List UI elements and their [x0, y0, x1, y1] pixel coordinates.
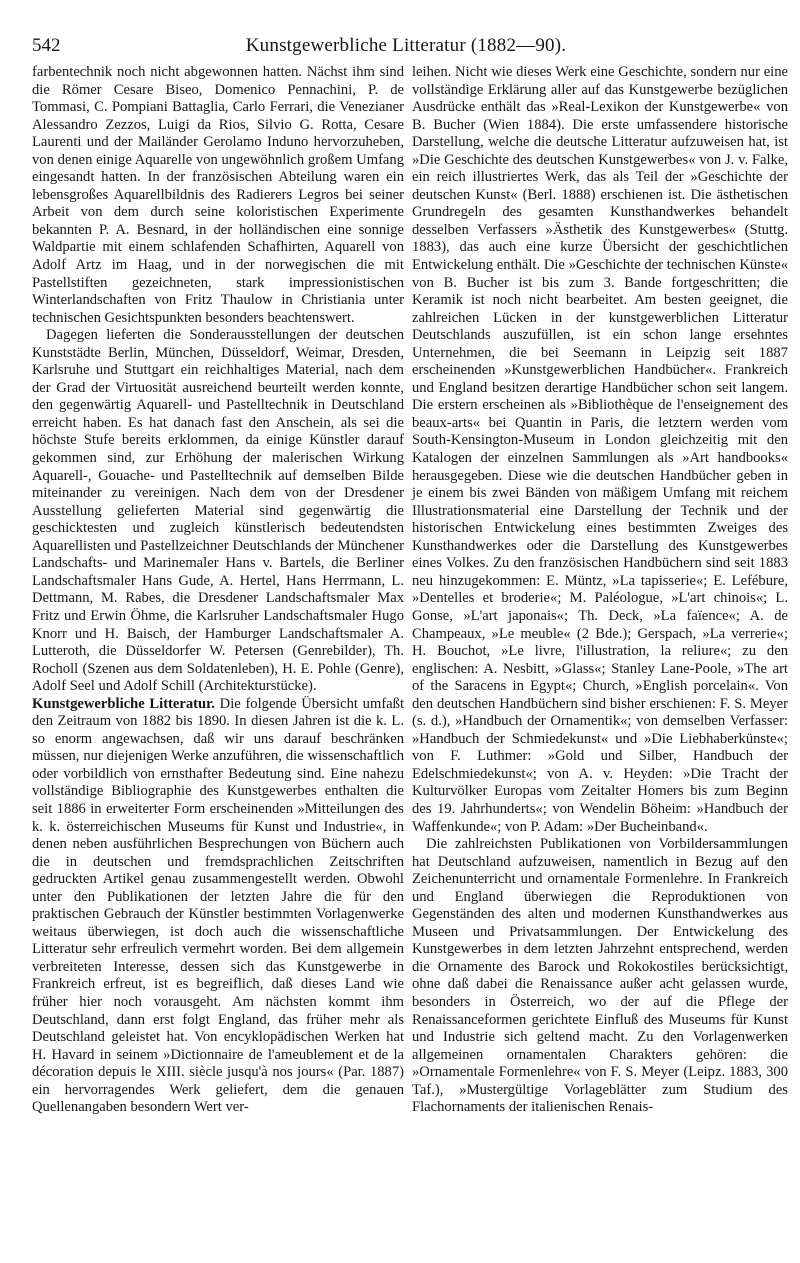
paragraph: Dagegen lieferten die Sonderausstellungen der deutschen Kunststädte Berlin, München, Düsseldorf, Weimar, Dresden, Karlsruhe und Stuttgart ein reichhaltiges Material, nach dem der Grad der Virtuosität ausreichend beurteilt werden konnte, den gegenwärtig Aquarell- und Pastelltechnik in Deutschland erreicht haben. Es hat danach fast den Anschein, als sei die höchste Stufe bereits erklommen, da einige Künstler darauf gekommen sind, zur Erhöhung der malerischen Wirkung Aquarell-, Gouache- und Pastelltechnik auf demselben Bilde miteinander zu vereinigen. Nach dem von der Dresdener Ausstellung gelieferten Material sind gegenwärtig die geschicktesten und zugleich künstlerisch bedeutendsten Aquarellisten und Pastellzeichner Deutschlands der Münchener Landschafts- und Marinemaler Hans v. Bartels, die Berliner Landschaftsmaler Hans Gude, A. Hertel, Hans Herrmann, L. Dettmann, M. Rabes, die Dresdener Landschaftsmaler Max Fritz und Erwin Öhme, die Karlsruher Landschaftsmaler Hugo Knorr und H. Baisch, der Hamburger Landschaftsmaler A. Lutteroth, die Düsseldorfer W. Petersen (Genrebilder), Th. Rocholl (Szenen aus dem Soldatenleben), H. E. Pohle (Genre), Adolf Seel und Adolf Schill (Architekturstücke). — [32, 327, 404, 695]
left-column — [32, 64, 404, 1117]
paragraph: farbentechnik noch nicht abgewonnen hatten. Nächst ihm sind die Römer Cesare Biseo, Domenico Pennachini, P. de Tommasi, C. Pompiani Battaglia, Carlo Ferrari, die Venezianer Alessandro Zezzos, Luigi da Rios, Silvio G. Rotta, Cesare Laurenti und der Mailänder Gerolamo Induno hervorzuheben, von denen einige Aquarelle von ungewöhnlich großem Umfang eingesandt hatten. In der französischen Abteilung waren ein lebensgroßes Aquarellbildnis des Radierers Legros bei seiner Arbeit von dem durch seine koloristischen Experimente bekannten P. A. Besnard, in der holländischen eine sonnige Waldpartie mit einem schlafenden Schafhirten, Aquarell von Adolf Artz im Haag, und in der norwegischen die mit Pastellstiften gezeichneten, stark impressionistischen Winterlandschaften von Fritz Thaulow in Christiania unter technischen Gesichtspunkten besonders beachtenswert. — [32, 64, 404, 326]
paragraph-with-heading — [32, 696, 404, 1117]
paragraph-text: Die folgende Übersicht umfaßt den Zeitraum von 1882 bis 1890. In diesen Jahren ist die k. L. so enorm angewachsen, daß wir uns darauf beschränken müssen, nur diejenigen Werke anzuführen, die wissenschaftlich oder vorbildlich von ernsthafter Bedeutung sind. Eine nahezu vollständige Bibliographie des Kunstgewerbes enthalten die seit 1886 in erweiterter Form erscheinenden »Mitteilungen des k. k. österreichischen Museums für Kunst und Industrie«, in denen neben ausführlichen Besprechungen von Büchern auch die in deutschen und fremdsprachlichen Zeitschriften gedruckten Artikel genau zusammengestellt werden. Obwohl unter den Publikationen der letzten Jahre die für den praktischen Gebrauch der Künstler bestimmten Vorlagenwerke weitaus überwiegen, ist doch auch die wissenschaftliche Litteratur sehr erfreulich vermehrt worden. Bei dem allgemein verbreiteten Interesse, dessen sich das Kunstgewerbe in Frankreich erfreut, ist es begreiflich, daß dieses Land wie früher hier noch vorausgeht. Am nächsten kommt ihm Deutschland, dann erst folgt England, das früher mehr als Deutschland geleistet hat. Von encyklopädischen Werken hat H. Havard in seinem »Dictionnaire de l'ameublement et de la décoration depuis le XIII. siècle jusqu'à nos jours« (Par. 1887) ein hervorragendes Werk geliefert, dem die genauen Quellenangaben besondern Wert ver- — [32, 695, 405, 1116]
running-title: Kunstgewerbliche Litteratur (1882—90). — [245, 35, 567, 56]
right-column — [412, 64, 788, 1117]
page-number: 542 — [32, 35, 61, 56]
paragraph: Die zahlreichsten Publikationen von Vorbildersammlungen hat Deutschland aufzuweisen, namentlich in Bezug auf den Zeichenunterricht und ornamentale Formenlehre. In Frankreich und England überwiegen die Reproduktionen von Gegenständen des alten und modernen Kunsthandwerkes aus Museen und Privatsammlungen. Der Entwickelung des Kunstgewerbes in dem letzten Jahrzehnt entsprechend, werden die Ornamente des Barock und Rokokostiles berücksichtigt, ohne daß dabei die Renaissance außer acht gelassen wurde, besonders in Österreich, wo der auf die Pflege der Renaissanceformen gerichtete Einfluß des Museums für Kunst und Industrie sich geltend macht. Zu den Vorlagenwerken allgemeinen ornamentalen Charakters gehören: die »Ornamentale Formenlehre« von F. S. Meyer (Leipz. 1883, 300 Taf.), »Mustergültige Vorlageblätter zum Studium des Flachornaments der italienischen Renais- — [412, 836, 788, 1116]
paragraph: leihen. Nicht wie dieses Werk eine Geschichte, sondern nur eine vollständige Erklärung aller auf das Kunstgewerbe bezüglichen Ausdrücke enthält das »Real-Lexikon der Kunstgewerbe« von B. Bucher (Wien 1884). Die erste umfassendere historische Darstellung, welche die deutsche Litteratur aufzuweisen hat, ist »Die Geschichte des deutschen Kunstgewerbes« von J. v. Falke, ein reich illustriertes Werk, das als Teil der »Geschichte der deutschen Kunst« (Berl. 1888) erschienen ist. Die ästhetischen Grundregeln des gesamten Kunsthandwerkes behandelt desselben Verfassers »Ästhetik des Kunstgewerbes« (Stuttg. 1883), das auch eine kurze Übersicht der geschichtlichen Entwickelung enthält. Die »Geschichte der technischen Künste« von B. Bucher ist bis zum 3. Bande fortgeschritten; die Keramik ist noch nicht bearbeitet. Am besten geeignet, die zahlreichen Lücken in der kunstgewerblichen Litteratur Deutschlands auszufüllen, ist ein schon lange ersehntes Unternehmen, die bei Seemann in Leipzig seit 1887 erscheinenden »Kunstgewerblichen Handbücher«. Frankreich und England besitzen derartige Handbücher schon seit langem. Die erstern erscheinen als »Bibliothèque de l'enseignement des beaux-arts« bei Quantin in Paris, die letztern werden vom South-Kensington-Museum in London gleichzeitig mit den Katalogen der einzelnen Sammlungen als »Art handbooks« herausgegeben. Diese wie die deutschen Handbücher geben in je einem bis zwei Bänden von mäßigem Umfang mit reichem Illustrationsmaterial eine Darstellung der Technik und der historischen Entwickelung eines bestimmten Zweiges des Kunsthandwerkes oder die Darstellung des Kunstgewerbes eines Volkes. Zu den französischen Handbüchern sind seit 1883 neu hinzugekommen: E. Müntz, »La tapisserie«; E. Lefébure, »Dentelles et broderie«; M. Paléologue, »L'art chinois«; L. Gonse, »L'art japonais«; Th. Deck, »La faïence«; A. de Champeaux, »Le meuble« (2 Bde.); Gerspach, »La verrerie«; H. Bouchot, »Le livre, l'illustration, la reliure«; zu den englischen: A. Nesbitt, »Glass«; Stanley Lane-Poole, »The art of the Saracens in Egypt«; Church, »English porcelain«. Von den deutschen Handbüchern sind bisher erschienen: F. S. Meyer (s. d.), »Handbuch der Ornamentik«; von demselben Verfasser: »Handbuch der Schmiedekunst« und »Die Liebhaberkünste«; von F. Luthmer: »Gold und Silber, Handbuch der Edelschmiedekunst«; von A. v. Heyden: »Die Tracht der Kulturvölker Europas vom Zeitalter Homers bis zum Beginn des 19. Jahrhunderts«; von Wendelin Böheim: »Handbuch der Waffenkunde«; von P. Adam: »Der Bucheinband«. — [412, 64, 788, 835]
section-heading: Kunstgewerbliche Litteratur. — [32, 695, 215, 712]
page-header — [32, 34, 780, 60]
